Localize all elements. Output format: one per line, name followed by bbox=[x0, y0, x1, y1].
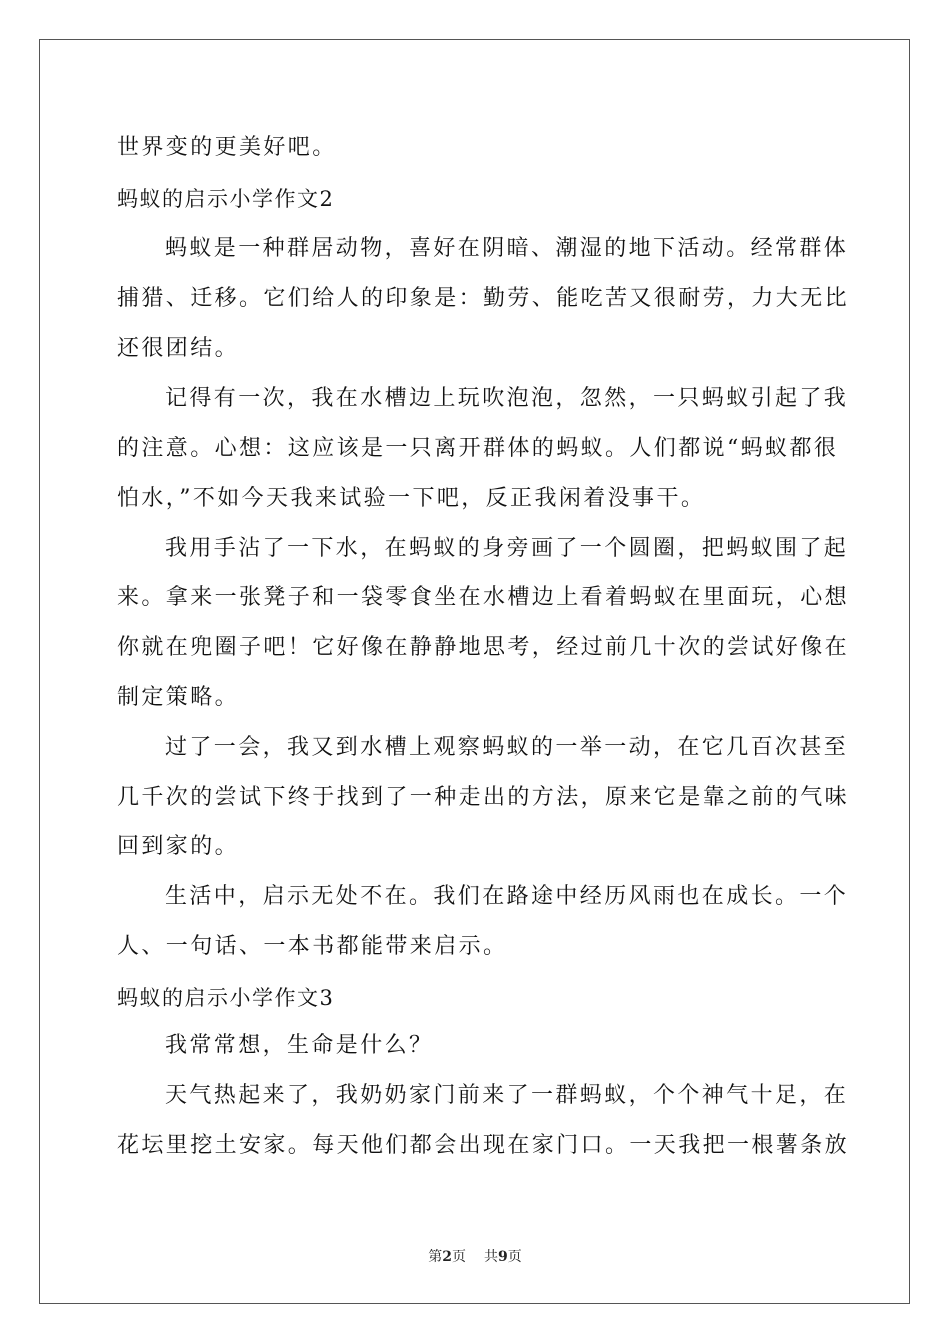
page-number bbox=[428, 1247, 466, 1267]
paragraph-line: 生活中，启示无处不在。我们在路途中经历风雨也在成长。一个 bbox=[165, 884, 849, 909]
paragraph-line: 几千次的尝试下终于找到了一种走出的方法，原来它是靠之前的气味 bbox=[117, 785, 850, 810]
current-page: 2 bbox=[442, 1249, 452, 1265]
paragraph-line: 来。拿来一张凳子和一袋零食坐在水槽边上看着蚂蚁在里面玩，心想 bbox=[117, 585, 850, 610]
page-footer bbox=[0, 1247, 950, 1267]
paragraph-line: 怕水，”不如今天我来试验一下吧，反正我闲着没事干。 bbox=[117, 486, 706, 511]
paragraph-line: 记得有一次，我在水槽边上玩吹泡泡，忽然，一只蚂蚁引起了我 bbox=[165, 386, 849, 411]
paragraph-line: 制定策略。 bbox=[117, 685, 240, 710]
paragraph-line: 天气热起来了，我奶奶家门前来了一群蚂蚁，个个神气十足，在 bbox=[165, 1083, 849, 1108]
page-prefix: 第 bbox=[428, 1249, 443, 1265]
total-prefix: 共 bbox=[484, 1249, 498, 1265]
page-border bbox=[39, 39, 910, 1304]
paragraph-line: 你就在兜圈子吧！它好像在静静地思考，经过前几十次的尝试好像在 bbox=[117, 635, 850, 660]
page-suffix: 页 bbox=[452, 1249, 466, 1265]
paragraph-line: 我常常想，生命是什么？ bbox=[165, 1033, 434, 1058]
paragraph-line: 蚂蚁是一种群居动物，喜好在阴暗、潮湿的地下活动。经常群体 bbox=[165, 236, 849, 261]
paragraph-line: 世界变的更美好吧。 bbox=[117, 135, 337, 160]
paragraph-line: 我用手沾了一下水，在蚂蚁的身旁画了一个圆圈，把蚂蚁围了起 bbox=[165, 536, 849, 561]
section-heading: 蚂蚁的启示小学作文3 bbox=[117, 986, 335, 1010]
section-heading: 蚂蚁的启示小学作文2 bbox=[117, 187, 335, 211]
paragraph-line: 花坛里挖土安家。每天他们都会出现在家门口。一天我把一根薯条放 bbox=[117, 1133, 850, 1158]
paragraph-line: 过了一会，我又到水槽上观察蚂蚁的一举一动，在它几百次甚至 bbox=[165, 735, 849, 760]
paragraph-line: 回到家的。 bbox=[117, 834, 240, 859]
total-count: 9 bbox=[498, 1249, 508, 1265]
paragraph-line: 还很团结。 bbox=[117, 336, 240, 361]
paragraph-line: 捕猎、迁移。它们给人的印象是：勤劳、能吃苦又很耐劳，力大无比 bbox=[117, 286, 850, 311]
total-suffix: 页 bbox=[507, 1249, 522, 1265]
paragraph-line: 人、一句话、一本书都能带来启示。 bbox=[117, 934, 508, 959]
paragraph-line: 的注意。心想：这应该是一只离开群体的蚂蚁。人们都说“蚂蚁都很 bbox=[117, 436, 839, 461]
total-pages bbox=[484, 1247, 522, 1267]
